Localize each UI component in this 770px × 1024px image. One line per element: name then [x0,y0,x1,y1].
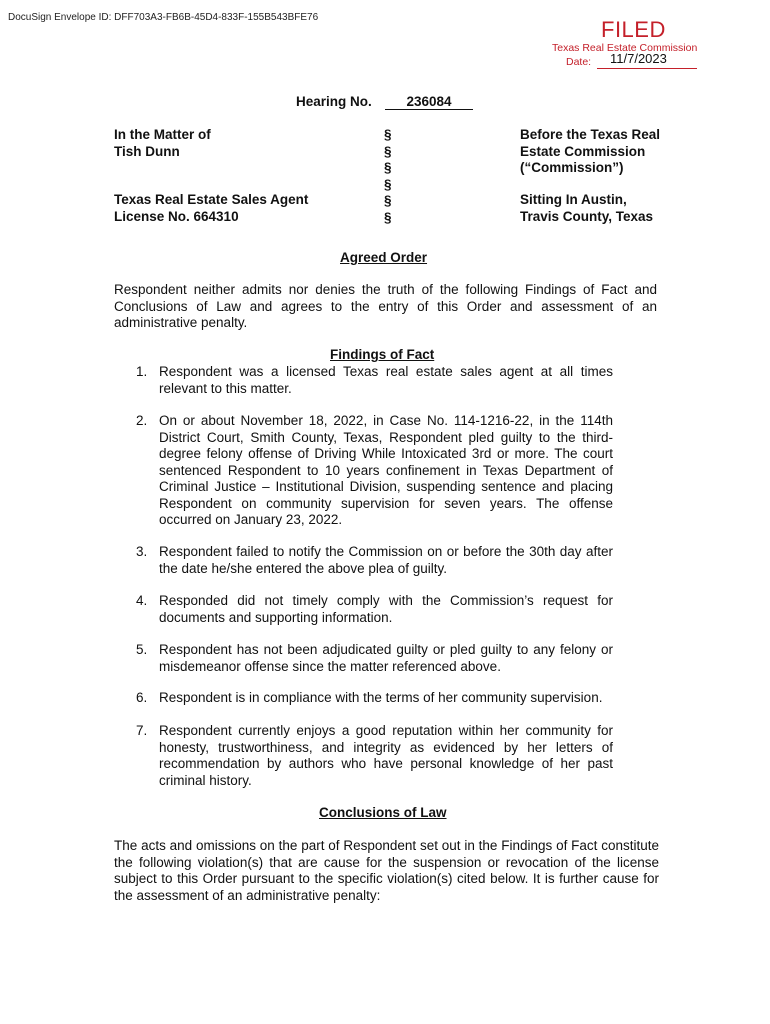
filed-stamp-date-line [597,68,697,69]
caption-license [114,192,308,225]
hearing-number: 236084 [385,94,473,110]
finding-number: 7. [136,723,148,738]
caption-line: Estate Commission [520,143,646,159]
caption-location [520,192,653,225]
filed-stamp-title: FILED [601,17,666,42]
hearing-label: Hearing No. [296,94,372,109]
filed-stamp-date-value: 11/7/2023 [610,51,667,66]
finding-text: On or about November 18, 2022, in Case No. 114-1216-22, in the 114th District Court, Smith County, Texas, Respondent pled guilty to the third-degree felony offense of Driving While Intoxicated 3rd or more. The court sentenced Respondent to 10 years confinement in Texas Department of Criminal Justice – Institutional Division, suspending sentence and placing Respondent on community supervision for seven years. The offense occurred on January 23, 2022. [159,413,613,527]
caption-line: (“Commission”) [520,160,624,175]
conclusions-text: The acts and omissions on the part of Respondent set out in the Findings of Fact constitute the following violation(s) that are cause for the suspension or revocation of the license subject to this Order pursuant to the specific violation(s) cited below. It is further cause for the assessment of an administrative penalty: [114,838,659,903]
section-symbols [384,127,392,226]
finding-item [136,364,613,397]
caption-commission [520,127,660,177]
caption-line: In the Matter of [114,127,211,142]
agreed-order-intro: Respondent neither admits nor denies the truth of the following Findings of Fact and Conclusions of Law and agrees to the entry of this Order and assessment of an administrative penalty. [114,282,657,330]
finding-number: 1. [136,364,148,379]
finding-text: Respondent currently enjoys a good reputation within her community for honesty, trustworthiness, and integrity as evidenced by her letters of recommendation by authors who have personal knowledge of her past criminal history. [159,723,613,788]
finding-text: Respondent was a licensed Texas real estate sales agent at all times relevant to this matter. [159,364,613,396]
caption-line: Texas Real Estate Sales Agent [114,192,309,207]
filed-stamp-agency: Texas Real Estate Commission [552,42,698,54]
envelope-id: DocuSign Envelope ID: DFF703A3-FB6B-45D4-833F-155B543BFE76 [8,12,319,23]
finding-item [136,642,613,675]
findings-title: Findings of Fact [330,347,435,362]
caption-line: Before the Texas Real [520,127,661,142]
finding-number: 2. [136,413,148,428]
section-symbol: § [384,209,392,225]
finding-item [136,413,613,529]
agreed-order-title: Agreed Order [340,250,428,265]
finding-text: Responded did not timely comply with the Commission’s request for documents and supporting information. [159,593,613,625]
filed-stamp-date-label: Date: [566,56,592,68]
finding-number: 5. [136,642,148,657]
section-symbol: § [384,127,392,142]
finding-text: Respondent has not been adjudicated guilty or pled guilty to any felony or misdemeanor offense since the matter referenced above. [159,642,613,674]
conclusions-title: Conclusions of Law [319,805,447,820]
finding-number: 4. [136,593,148,608]
finding-item [136,593,613,626]
finding-text: Respondent is in compliance with the terms of her community supervision. [159,690,603,705]
finding-item [136,544,613,577]
license-number: License No. 664310 [114,208,239,224]
caption-line: Sitting In Austin, [520,192,627,207]
section-symbol: § [384,160,392,175]
finding-item [136,723,613,789]
finding-number: 6. [136,690,148,705]
section-symbol: § [384,176,392,192]
caption-matter [114,127,211,160]
section-symbol: § [384,143,392,159]
finding-item [136,690,613,707]
section-symbol: § [384,193,392,208]
respondent-name: Tish Dunn [114,143,180,159]
finding-text: Respondent failed to notify the Commission on or before the 30th day after the date he/she entered the above plea of guilty. [159,544,613,576]
caption-line: Travis County, Texas [520,208,654,224]
finding-number: 3. [136,544,148,559]
